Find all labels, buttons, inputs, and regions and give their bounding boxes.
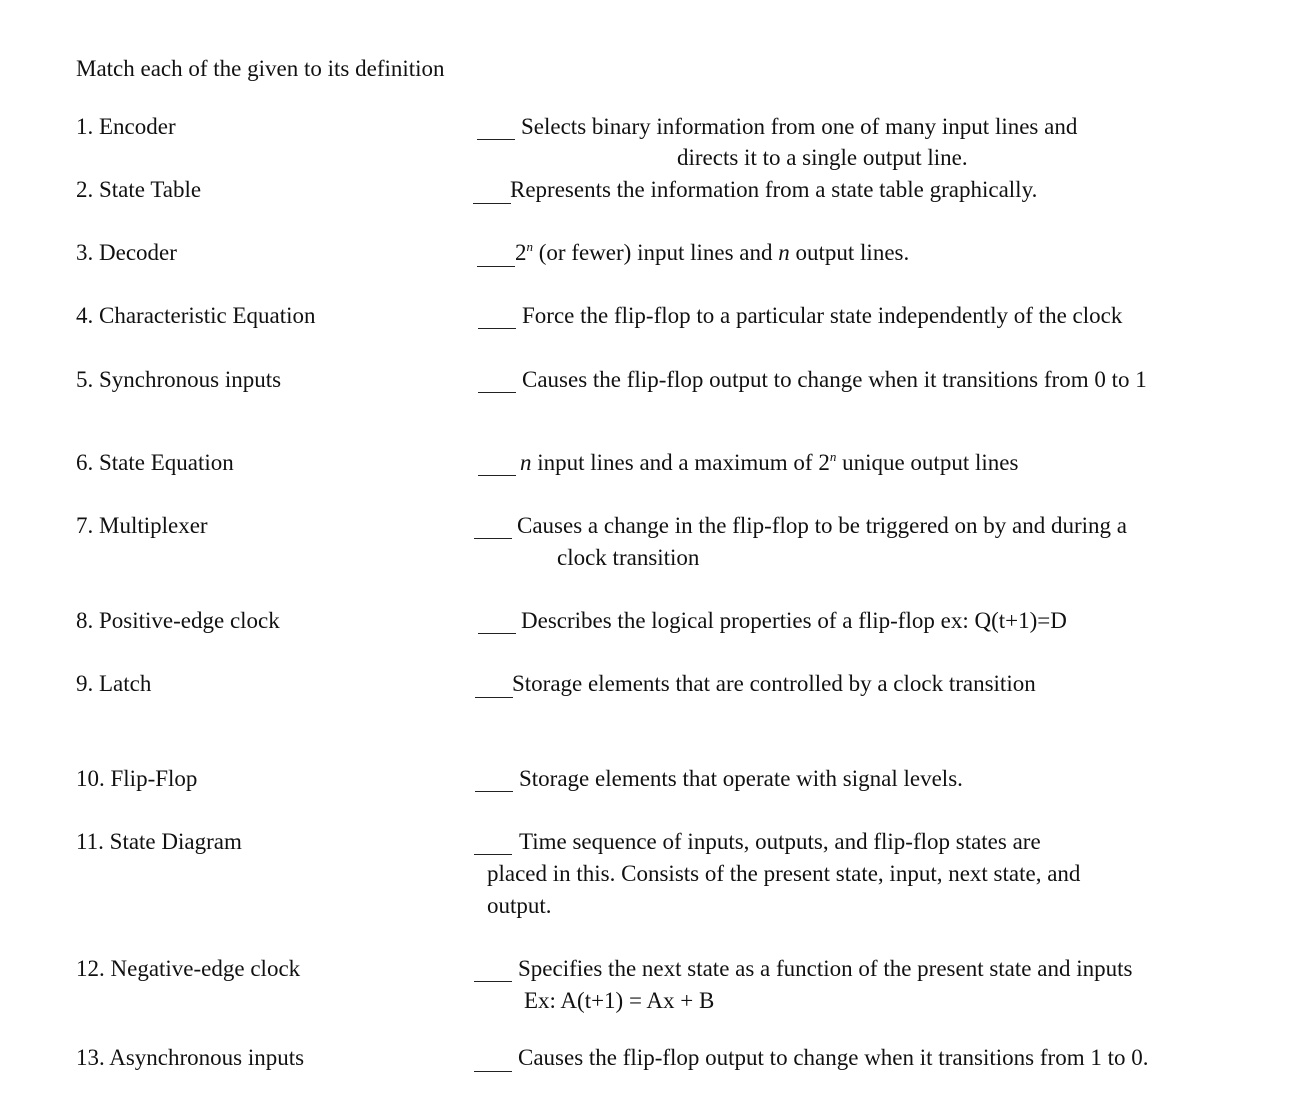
answer-blank[interactable]: [474, 981, 512, 982]
definition-text: Represents the information from a state table graphically.: [510, 177, 1038, 202]
term-item: 8. Positive-edge clock: [76, 608, 280, 633]
answer-blank[interactable]: [477, 139, 515, 140]
definition-part: (or fewer) input lines and: [533, 240, 779, 265]
italic-variable: n: [778, 240, 790, 265]
definition-text: [515, 237, 909, 269]
term-item: 12. Negative-edge clock: [76, 956, 301, 981]
definition-text: Causes the flip-flop output to change when it transitions from 1 to 0.: [518, 1045, 1149, 1070]
definition-text: Specifies the next state as a function of the present state and inputs: [518, 956, 1133, 981]
term-item: 1. Encoder: [76, 114, 176, 139]
answer-blank[interactable]: [478, 633, 516, 634]
definition-text: Describes the logical properties of a flip-flop ex: Q(t+1)=D: [521, 608, 1067, 633]
page-title: Match each of the given to its definition: [76, 56, 445, 81]
answer-blank[interactable]: [473, 203, 511, 204]
superscript: n: [526, 239, 533, 254]
definition-text: [520, 447, 1018, 479]
definition-text: Force the flip-flop to a particular state independently of the clock: [522, 303, 1123, 328]
definition-text: Storage elements that are controlled by a clock transition: [512, 671, 1036, 696]
italic-variable: n: [520, 450, 532, 475]
answer-blank[interactable]: [475, 791, 513, 792]
term-item: 10. Flip-Flop: [76, 766, 198, 791]
answer-blank[interactable]: [478, 392, 516, 393]
term-item: 3. Decoder: [76, 240, 177, 265]
definition-text: Causes the flip-flop output to change when it transitions from 0 to 1: [522, 367, 1147, 392]
definition-text: Ex: A(t+1) = Ax + B: [524, 988, 715, 1013]
answer-blank[interactable]: [474, 854, 512, 855]
term-item: 2. State Table: [76, 177, 202, 202]
term-item: 7. Multiplexer: [76, 513, 208, 538]
definition-text: Time sequence of inputs, outputs, and flip-flop states are: [519, 829, 1041, 854]
definition-text: placed in this. Consists of the present state, input, next state, and: [487, 861, 1081, 886]
definition-part: unique output lines: [836, 450, 1019, 475]
term-item: 13. Asynchronous inputs: [76, 1045, 305, 1070]
answer-blank[interactable]: [474, 538, 512, 539]
answer-blank[interactable]: [478, 475, 516, 476]
term-item: 6. State Equation: [76, 450, 234, 475]
answer-blank[interactable]: [474, 1071, 512, 1072]
term-item: 11. State Diagram: [76, 829, 242, 854]
definition-text: Selects binary information from one of many input lines and: [521, 114, 1078, 139]
term-item: 4. Characteristic Equation: [76, 303, 316, 328]
definition-text: clock transition: [557, 545, 700, 570]
superscript: n: [829, 449, 837, 464]
definition-text: Causes a change in the flip-flop to be triggered on by and during a: [517, 513, 1127, 538]
answer-blank[interactable]: [478, 328, 516, 329]
answer-blank[interactable]: [477, 266, 515, 267]
definition-text: Storage elements that operate with signal levels.: [519, 766, 963, 791]
definition-part: 2: [515, 240, 527, 265]
definition-text: directs it to a single output line.: [677, 145, 968, 170]
definition-part: output lines.: [789, 240, 910, 265]
term-item: 9. Latch: [76, 671, 152, 696]
term-item: 5. Synchronous inputs: [76, 367, 282, 392]
definition-text: output.: [487, 893, 552, 918]
answer-blank[interactable]: [475, 697, 513, 698]
definition-part: input lines and a maximum of 2: [531, 450, 830, 475]
